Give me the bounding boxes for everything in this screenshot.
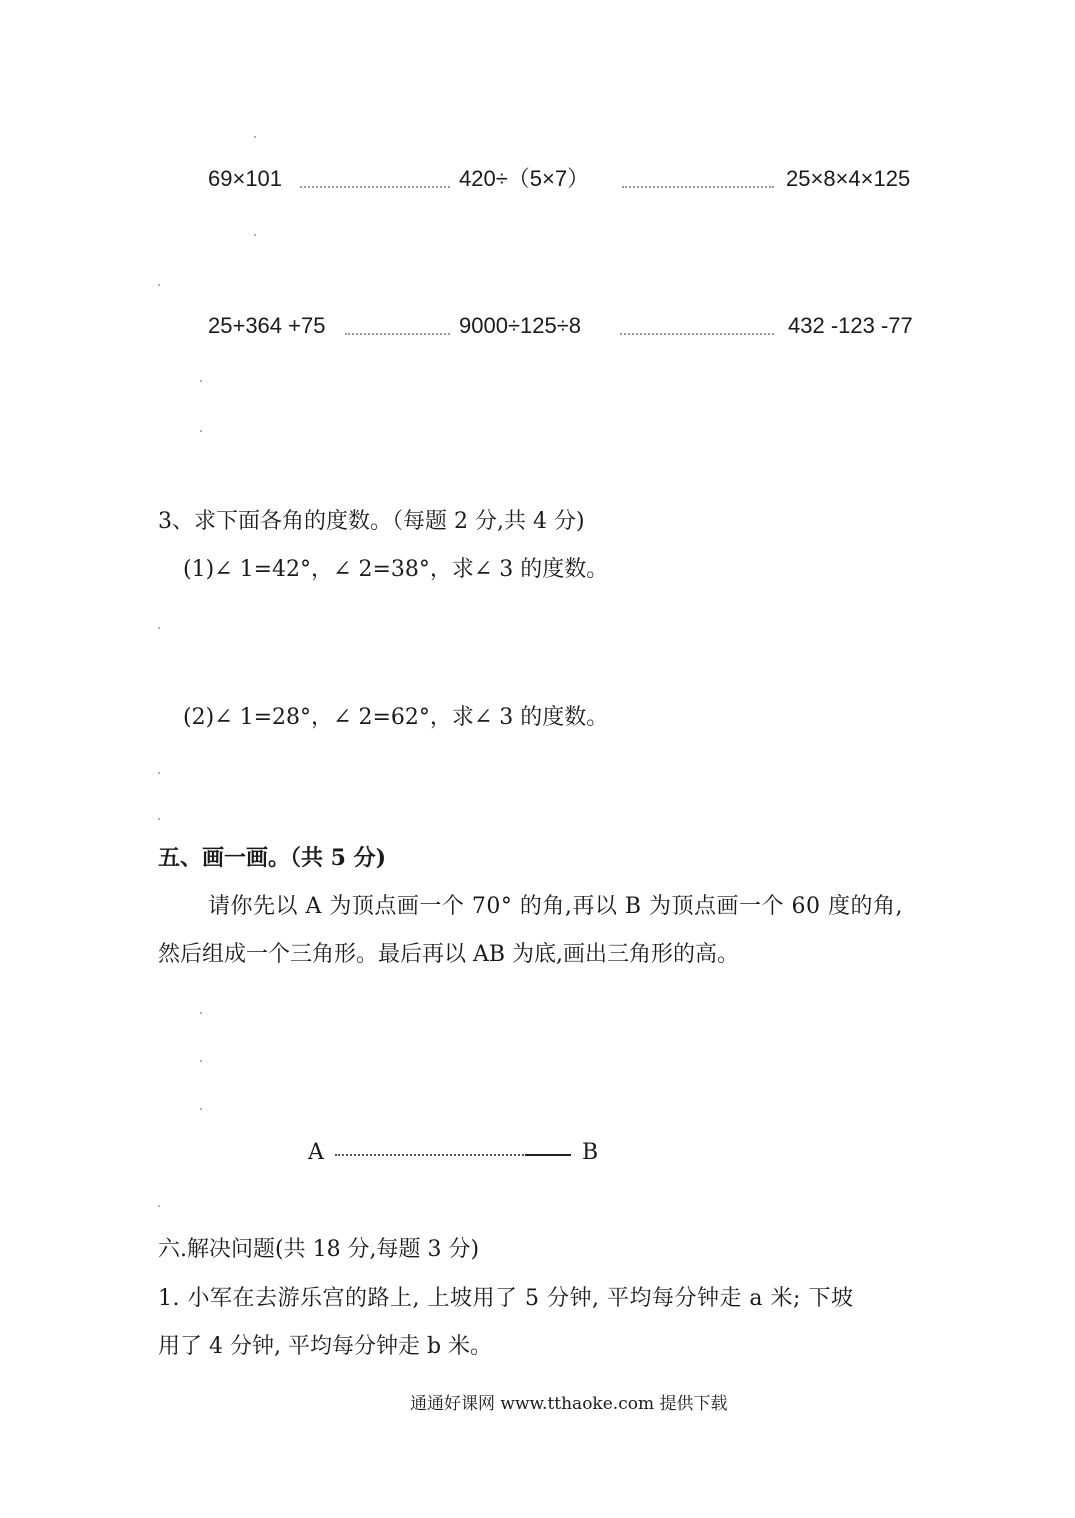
scan-speck — [200, 1060, 202, 1062]
scan-speck — [158, 627, 160, 629]
section-6-question-1: 用了 4 分钟, 平均每分钟走 b 米。 — [158, 1334, 493, 1359]
calc-expression: 432 -123 -77 — [788, 313, 913, 338]
calc-expression: 69×101 — [208, 166, 283, 191]
section-5-instruction: 然后组成一个三角形。最后再以 AB 为底,画出三角形的高。 — [158, 942, 740, 967]
calc-expression: 25+364 +75 — [208, 313, 326, 338]
segment-ab-solid — [525, 1154, 571, 1156]
scan-speck — [200, 1012, 202, 1014]
section-6-title: 六.解决问题(共 18 分,每题 3 分) — [158, 1237, 480, 1262]
calc-expression: 420÷（5×7） — [459, 166, 590, 191]
dotted-leader — [620, 333, 774, 335]
scan-speck — [158, 1205, 160, 1207]
calc-expression: 25×8×4×125 — [786, 166, 911, 191]
scan-speck — [200, 1108, 202, 1110]
scan-speck — [200, 430, 202, 432]
point-b-label: B — [582, 1140, 599, 1165]
question-3-part-1: (1)∠ 1=42°，∠ 2=38°，求∠ 3 的度数。 — [183, 557, 609, 582]
footer-credit: 通通好课网 www.tthaoke.com 提供下载 — [410, 1394, 728, 1414]
question-3-part-2: (2)∠ 1=28°，∠ 2=62°，求∠ 3 的度数。 — [183, 705, 609, 730]
scan-speck — [158, 284, 160, 286]
dotted-leader — [622, 186, 774, 188]
calc-expression: 9000÷125÷8 — [459, 313, 582, 338]
scan-speck — [158, 818, 160, 820]
section-5-title: 五、画一画。（共 5 分) — [158, 845, 387, 871]
scan-speck — [158, 772, 160, 774]
scan-speck — [254, 234, 256, 236]
section-6-question-1: 1. 小军在去游乐宫的路上, 上坡用了 5 分钟, 平均每分钟走 a 米; 下坡 — [158, 1286, 854, 1311]
dotted-leader — [345, 333, 450, 335]
scan-speck — [254, 136, 256, 138]
question-3-title: 3、求下面各角的度数。（每题 2 分,共 4 分) — [158, 509, 585, 534]
scan-speck — [200, 380, 202, 382]
section-5-instruction: 请你先以 A 为顶点画一个 70° 的角,再以 B 为顶点画一个 60 度的角, — [208, 894, 903, 919]
point-a-label: A — [308, 1140, 324, 1165]
dotted-leader — [300, 186, 450, 188]
